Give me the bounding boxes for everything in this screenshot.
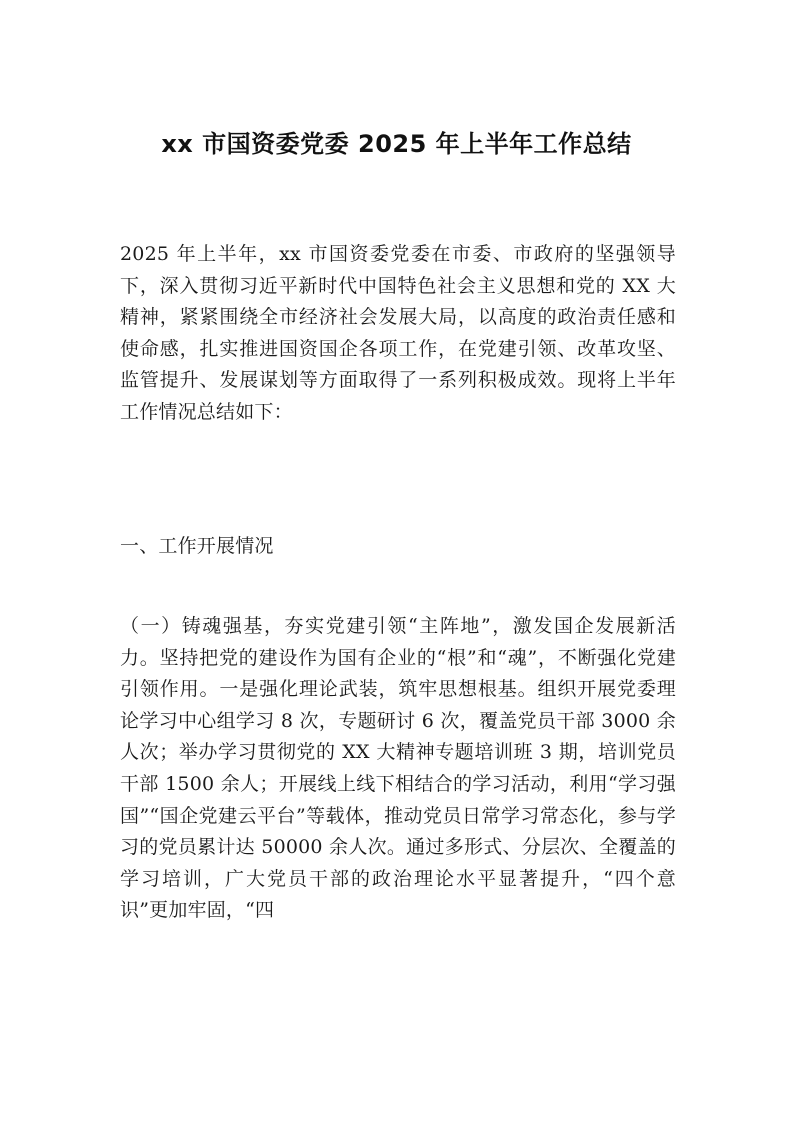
intro-paragraph: 2025 年上半年，xx 市国资委党委在市委、市政府的坚强领导下，深入贯彻习近平新时代中国特色社会主义思想和党的 XX 大精神，紧紧围绕全市经济社会发展大局，以高度的政治责任感和使命感，扎实推进国资国企各项工作，在党建引领、改革攻坚、监管提升、发展谋划等方面取得了一系列积极成效。现将上半年工作情况总结如下：	[120, 243, 676, 423]
section-heading: 一、工作开展情况	[120, 535, 274, 557]
section-paragraph: （一）铸魂强基，夯实党建引领“主阵地”，激发国企发展新活力。坚持把党的建设作为国有企业的“根”和“魂”，不断强化党建引领作用。一是强化理论武装，筑牢思想根基。组织开展党委理论学习中心组学习 8 次，专题研讨 6 次，覆盖党员干部 3000 余人次；举办学习贯彻党的 XX 大精神专题培训班 3 期，培训党员干部 1500 余人；开展线上线下相结合的学习活动，利用“学习强国”“国企党建云平台”等载体，推动党员日常学习常态化，参与学习的党员累计达 50000 余人次。通过多形式、分层次、全覆盖的学习培训，广大党员干部的政治理论水平显著提升，“四个意识”更加牢固，“四	[120, 615, 676, 922]
document-title: xx 市国资委党委 2025 年上半年工作总结	[161, 130, 632, 158]
